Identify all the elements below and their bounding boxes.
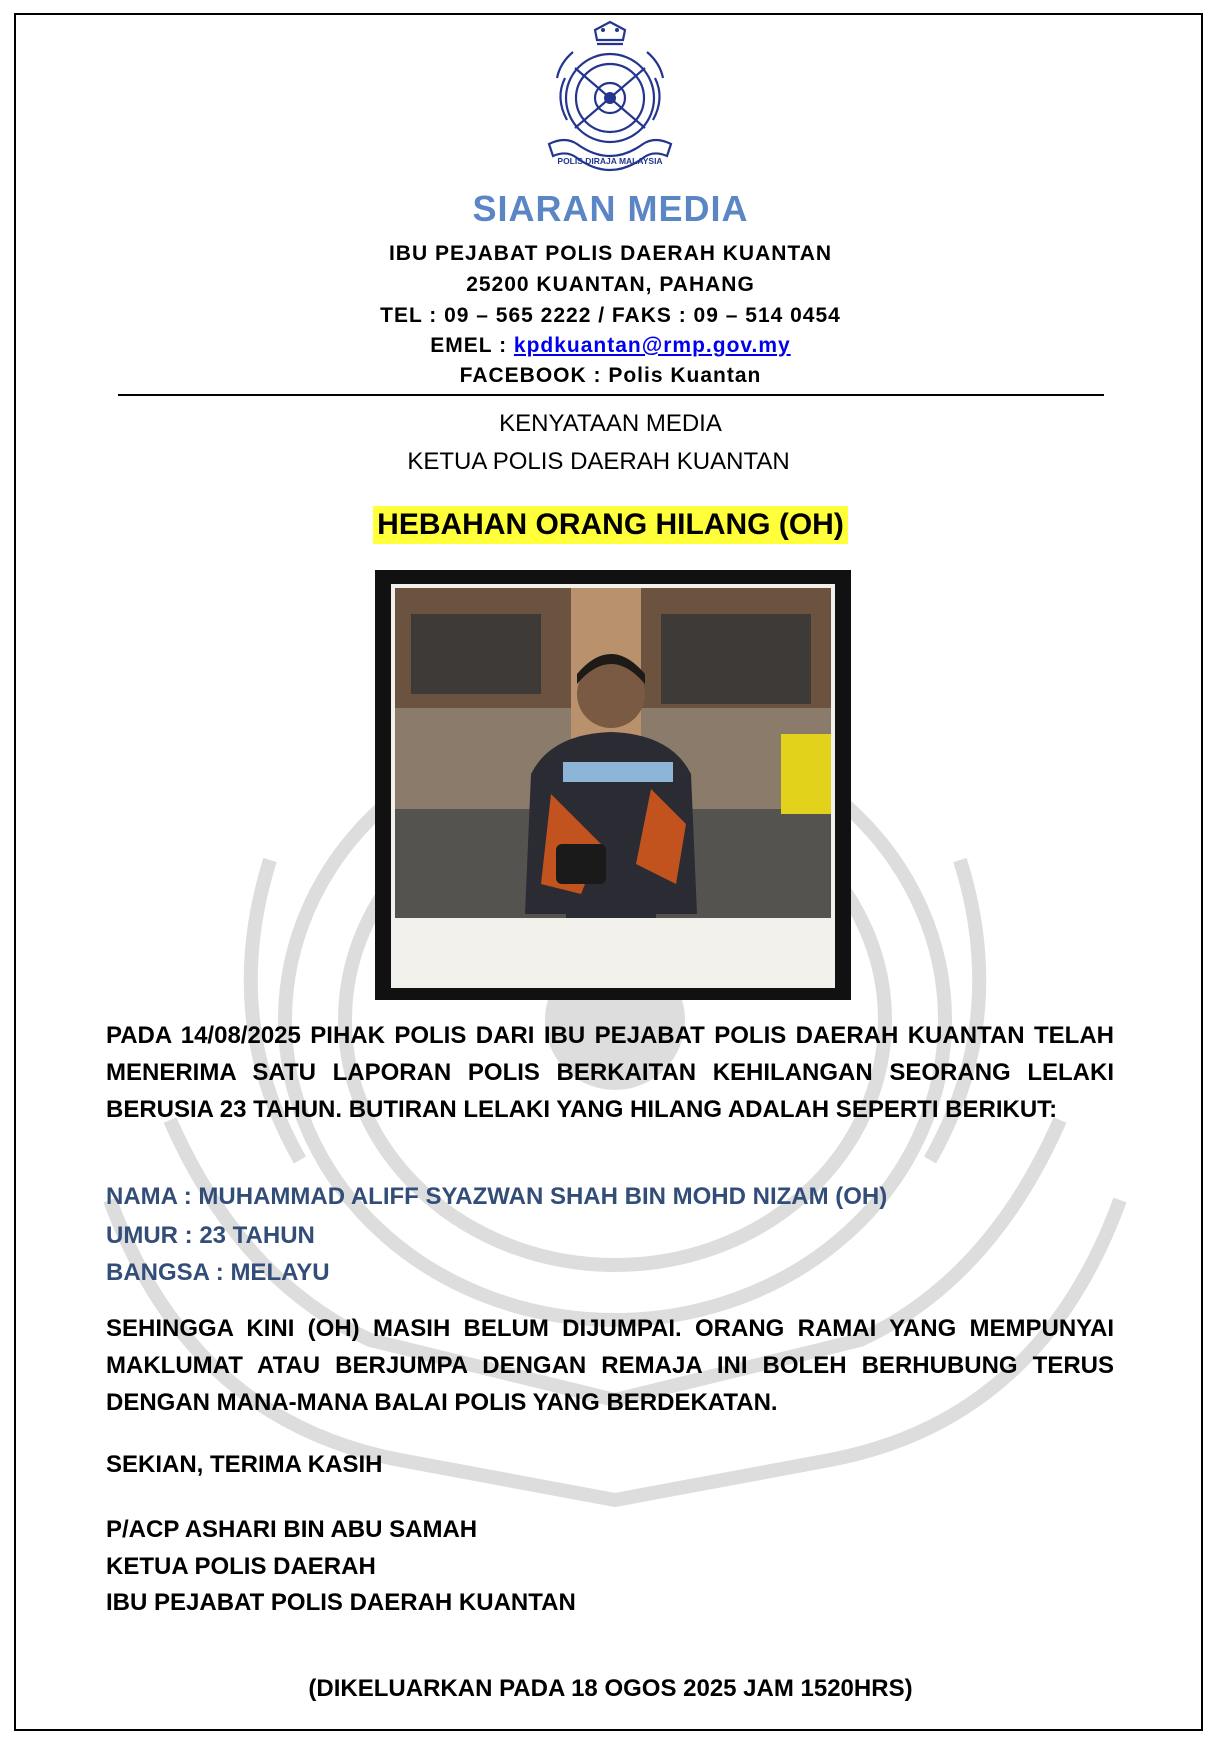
email-link[interactable]: kpdkuantan@rmp.gov.my [513, 334, 791, 357]
signatory-office: IBU PEJABAT POLIS DAERAH KUANTAN [106, 1589, 576, 1616]
announcement-wrap [0, 506, 1221, 544]
police-crest-logo [535, 18, 685, 188]
appeal-paragraph: SEHINGGA KINI (OH) MASIH BELUM DIJUMPAI. ORANG RAMAI YANG MEMPUNYAI MAKLUMAT ATAU BERJUMPA DENGAN REMAJA INI BOLEH BERHUBUNG TERUS DENGAN MANA-MANA BALAI POLIS YANG BERDEKATAN. [106, 1315, 1114, 1416]
document-title: SIARAN MEDIA [472, 188, 749, 229]
closing-line: SEKIAN, TERIMA KASIH [106, 1451, 383, 1478]
detail-race: BANGSA : MELAYU [106, 1259, 330, 1286]
header-divider [118, 394, 1104, 396]
phone-fax: TEL : 09 – 565 2222 / FAKS : 09 – 514 0454 [380, 304, 841, 327]
missing-person-photo [375, 570, 851, 1000]
signatory-name: P/ACP ASHARI BIN ABU SAMAH [106, 1516, 478, 1543]
statement-source: KETUA POLIS DAERAH KUANTAN [407, 448, 790, 475]
detail-name: NAMA : MUHAMMAD ALIFF SYAZWAN SHAH BIN MOHD NIZAM (OH) [106, 1183, 888, 1210]
office-address: 25200 KUANTAN, PAHANG [466, 273, 755, 296]
facebook-line: FACEBOOK : Polis Kuantan [459, 364, 762, 387]
email-line [0, 334, 1221, 358]
photo-image [391, 584, 835, 988]
email-label: EMEL : [430, 334, 514, 357]
detail-age: UMUR : 23 TAHUN [106, 1222, 315, 1249]
svg-text:POLIS DIRAJA MALAYSIA: POLIS DIRAJA MALAYSIA [557, 156, 663, 166]
issued-date-footer: (DIKELUARKAN PADA 18 OGOS 2025 JAM 1520HRS) [308, 1675, 913, 1702]
signatory-position: KETUA POLIS DAERAH [106, 1553, 376, 1580]
office-name: IBU PEJABAT POLIS DAERAH KUANTAN [388, 242, 833, 265]
intro-paragraph: PADA 14/08/2025 PIHAK POLIS DARI IBU PEJABAT POLIS DAERAH KUANTAN TELAH MENERIMA SATU LAPORAN POLIS BERKAITAN KEHILANGAN SEORANG LELAKI BERUSIA 23 TAHUN. BUTIRAN LELAKI YANG HILANG ADALAH SEPERTI BERIKUT: [106, 1022, 1114, 1123]
statement-heading: KENYATAAN MEDIA [499, 410, 722, 437]
announcement-banner: HEBAHAN ORANG HILANG (OH) [373, 506, 848, 544]
